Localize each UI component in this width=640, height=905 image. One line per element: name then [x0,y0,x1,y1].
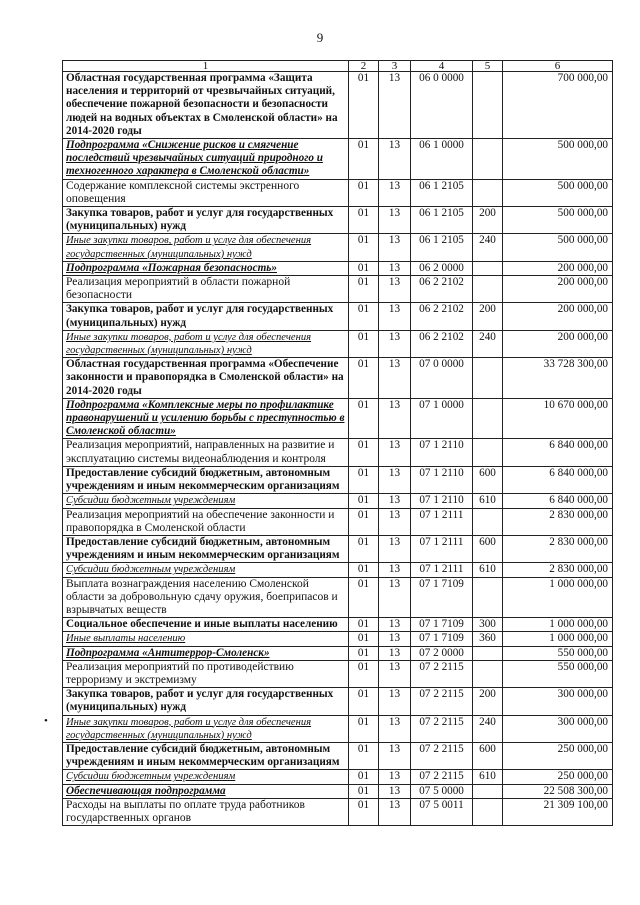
table-row [63,508,613,535]
row-name-cell: Расходы на выплаты по оплате труда работников государственных органов [63,798,349,825]
table-row [63,563,613,577]
target-article-cell: 07 2 2115 [411,715,473,742]
section-code-cell: 01 [349,770,379,784]
row-name-cell: Подпрограмма «Снижение рисков и смягчение последствий чрезвычайных ситуаций природного и техногенного характера в Смоленской области» [63,139,349,180]
subsection-code-cell: 13 [379,207,411,234]
section-code-cell: 01 [349,688,379,715]
margin-mark: • [44,715,48,727]
table-row [63,798,613,825]
target-article-cell: 07 1 7109 [411,618,473,632]
target-article-cell: 07 1 0000 [411,398,473,439]
row-name-cell: Реализация мероприятий, направленных на развитие и эксплуатацию системы видеонаблюдения и контроля [63,439,349,466]
expense-type-cell [473,139,503,180]
section-code-cell: 01 [349,508,379,535]
table-row [63,494,613,508]
amount-cell: 250 000,00 [503,770,613,784]
subsection-code-cell: 13 [379,398,411,439]
target-article-cell: 06 2 2102 [411,276,473,303]
table-row [63,577,613,618]
subsection-code-cell: 13 [379,715,411,742]
subsection-code-cell: 13 [379,688,411,715]
target-article-cell: 07 5 0000 [411,784,473,798]
table-row [63,276,613,303]
expense-type-cell [473,646,503,660]
section-code-cell: 01 [349,466,379,493]
table-row [63,742,613,769]
section-code-cell: 01 [349,646,379,660]
table-row [63,535,613,562]
target-article-cell: 07 2 0000 [411,646,473,660]
table-row [63,715,613,742]
table-row [63,770,613,784]
target-article-cell: 07 1 2110 [411,494,473,508]
section-code-cell: 01 [349,398,379,439]
subsection-code-cell: 13 [379,535,411,562]
amount-cell: 550 000,00 [503,646,613,660]
amount-cell: 200 000,00 [503,276,613,303]
header-row [63,61,613,72]
row-name-cell: Субсидии бюджетным учреждениям [63,563,349,577]
row-name-cell: Подпрограмма «Антитеррор-Смоленск» [63,646,349,660]
row-name-cell: Иные закупки товаров, работ и услуг для обеспечения государственных (муниципальных) нужд [63,715,349,742]
section-code-cell: 01 [349,276,379,303]
subsection-code-cell: 13 [379,742,411,769]
subsection-code-cell: 13 [379,261,411,275]
table-row [63,784,613,798]
row-name-cell: Реализация мероприятий на обеспечение законности и правопорядка в Смоленской области [63,508,349,535]
section-code-cell: 01 [349,784,379,798]
target-article-cell: 07 1 2110 [411,439,473,466]
subsection-code-cell: 13 [379,618,411,632]
subsection-code-cell: 13 [379,139,411,180]
row-name-cell: Субсидии бюджетным учреждениям [63,770,349,784]
subsection-code-cell: 13 [379,798,411,825]
expense-type-cell: 600 [473,535,503,562]
row-name-cell: Выплата вознаграждения населению Смоленской области за добровольную сдачу оружия, боеприпасов и взрывчатых веществ [63,577,349,618]
subsection-code-cell: 13 [379,563,411,577]
target-article-cell: 07 2 2115 [411,660,473,687]
amount-cell: 22 508 300,00 [503,784,613,798]
table-row [63,646,613,660]
target-article-cell: 06 2 2102 [411,330,473,357]
table-row [63,207,613,234]
expense-type-cell: 240 [473,234,503,261]
target-article-cell: 07 1 2111 [411,535,473,562]
amount-cell: 700 000,00 [503,72,613,139]
expense-type-cell: 300 [473,618,503,632]
column-header: 2 [349,61,379,72]
table-row [63,439,613,466]
amount-cell: 10 670 000,00 [503,398,613,439]
amount-cell: 6 840 000,00 [503,494,613,508]
section-code-cell: 01 [349,577,379,618]
table-row [63,632,613,646]
row-name-cell: Областная государственная программа «Защита населения и территорий от чрезвычайных ситуаций, обеспечение пожарной безопасности и безопасности людей на водных объектах в Смоленской области» на 2014-2020 годы [63,72,349,139]
row-name-cell: Подпрограмма «Комплексные меры по профилактике правонарушений и усилению борьбы с преступностью в Смоленской области» [63,398,349,439]
row-name-cell: Подпрограмма «Пожарная безопасность» [63,261,349,275]
amount-cell: 300 000,00 [503,688,613,715]
expense-type-cell: 240 [473,330,503,357]
expense-type-cell [473,358,503,399]
table-row [63,618,613,632]
row-name-cell: Предоставление субсидий бюджетным, автономным учреждениям и иным некоммерческим организациям [63,466,349,493]
row-name-cell: Областная государственная программа «Обеспечение законности и правопорядка в Смоленской области» на 2014-2020 годы [63,358,349,399]
expense-type-cell [473,439,503,466]
section-code-cell: 01 [349,139,379,180]
expense-type-cell [473,508,503,535]
row-name-cell: Иные выплаты населению [63,632,349,646]
table-row [63,234,613,261]
table-row [63,179,613,206]
section-code-cell: 01 [349,660,379,687]
amount-cell: 1 000 000,00 [503,632,613,646]
target-article-cell: 07 1 2111 [411,508,473,535]
section-code-cell: 01 [349,207,379,234]
section-code-cell: 01 [349,261,379,275]
row-name-cell: Субсидии бюджетным учреждениям [63,494,349,508]
subsection-code-cell: 13 [379,770,411,784]
section-code-cell: 01 [349,303,379,330]
row-name-cell: Иные закупки товаров, работ и услуг для обеспечения государственных (муниципальных) нужд [63,330,349,357]
target-article-cell: 06 1 2105 [411,234,473,261]
expense-type-cell [473,798,503,825]
target-article-cell: 06 1 0000 [411,139,473,180]
column-header: 6 [503,61,613,72]
amount-cell: 200 000,00 [503,330,613,357]
expense-type-cell [473,577,503,618]
subsection-code-cell: 13 [379,632,411,646]
subsection-code-cell: 13 [379,234,411,261]
table-row [63,330,613,357]
expense-type-cell: 360 [473,632,503,646]
table-row [63,398,613,439]
subsection-code-cell: 13 [379,508,411,535]
subsection-code-cell: 13 [379,494,411,508]
table-row [63,466,613,493]
subsection-code-cell: 13 [379,577,411,618]
amount-cell: 2 830 000,00 [503,535,613,562]
subsection-code-cell: 13 [379,303,411,330]
target-article-cell: 07 2 2115 [411,742,473,769]
section-code-cell: 01 [349,72,379,139]
target-article-cell: 06 1 2105 [411,207,473,234]
target-article-cell: 06 2 2102 [411,303,473,330]
expense-type-cell [473,261,503,275]
target-article-cell: 07 1 7109 [411,632,473,646]
expense-type-cell [473,179,503,206]
table-row [63,358,613,399]
subsection-code-cell: 13 [379,276,411,303]
section-code-cell: 01 [349,494,379,508]
amount-cell: 2 830 000,00 [503,563,613,577]
column-header: 4 [411,61,473,72]
row-name-cell: Предоставление субсидий бюджетным, автономным учреждениям и иным некоммерческим организациям [63,742,349,769]
target-article-cell: 07 1 2111 [411,563,473,577]
row-name-cell: Содержание комплексной системы экстренного оповещения [63,179,349,206]
amount-cell: 2 830 000,00 [503,508,613,535]
row-name-cell: Закупка товаров, работ и услуг для государственных (муниципальных) нужд [63,207,349,234]
expense-type-cell [473,784,503,798]
section-code-cell: 01 [349,439,379,466]
expense-type-cell [473,660,503,687]
row-name-cell: Закупка товаров, работ и услуг для государственных (муниципальных) нужд [63,303,349,330]
expense-type-cell: 600 [473,742,503,769]
target-article-cell: 06 0 0000 [411,72,473,139]
section-code-cell: 01 [349,632,379,646]
amount-cell: 21 309 100,00 [503,798,613,825]
table-body [63,72,613,826]
target-article-cell: 07 2 2115 [411,770,473,784]
target-article-cell: 07 2 2115 [411,688,473,715]
amount-cell: 6 840 000,00 [503,439,613,466]
table-row [63,303,613,330]
expense-type-cell [473,72,503,139]
subsection-code-cell: 13 [379,660,411,687]
expense-type-cell: 200 [473,207,503,234]
table-row [63,139,613,180]
subsection-code-cell: 13 [379,646,411,660]
target-article-cell: 07 0 0000 [411,358,473,399]
row-name-cell: Закупка товаров, работ и услуг для государственных (муниципальных) нужд [63,688,349,715]
budget-table [62,60,613,826]
amount-cell: 550 000,00 [503,660,613,687]
amount-cell: 200 000,00 [503,303,613,330]
expense-type-cell: 240 [473,715,503,742]
page-number: 9 [316,30,324,45]
expense-type-cell: 200 [473,688,503,715]
amount-cell: 500 000,00 [503,139,613,180]
target-article-cell: 07 1 2110 [411,466,473,493]
subsection-code-cell: 13 [379,72,411,139]
table-row [63,660,613,687]
row-name-cell: Предоставление субсидий бюджетным, автономным учреждениям и иным некоммерческим организациям [63,535,349,562]
amount-cell: 500 000,00 [503,234,613,261]
amount-cell: 250 000,00 [503,742,613,769]
expense-type-cell: 610 [473,770,503,784]
amount-cell: 1 000 000,00 [503,577,613,618]
target-article-cell: 07 1 7109 [411,577,473,618]
subsection-code-cell: 13 [379,466,411,493]
section-code-cell: 01 [349,715,379,742]
subsection-code-cell: 13 [379,179,411,206]
expense-type-cell [473,276,503,303]
expense-type-cell [473,398,503,439]
subsection-code-cell: 13 [379,784,411,798]
subsection-code-cell: 13 [379,439,411,466]
amount-cell: 500 000,00 [503,207,613,234]
row-name-cell: Обеспечивающая подпрограмма [63,784,349,798]
column-header: 1 [63,61,349,72]
section-code-cell: 01 [349,535,379,562]
section-code-cell: 01 [349,179,379,206]
expense-type-cell: 200 [473,303,503,330]
section-code-cell: 01 [349,618,379,632]
row-name-cell: Реализация мероприятий в области пожарной безопасности [63,276,349,303]
expense-type-cell: 610 [473,563,503,577]
section-code-cell: 01 [349,234,379,261]
amount-cell: 200 000,00 [503,261,613,275]
amount-cell: 1 000 000,00 [503,618,613,632]
target-article-cell: 07 5 0011 [411,798,473,825]
section-code-cell: 01 [349,330,379,357]
table-row [63,688,613,715]
section-code-cell: 01 [349,798,379,825]
section-code-cell: 01 [349,563,379,577]
column-header: 3 [379,61,411,72]
table-row [63,261,613,275]
section-code-cell: 01 [349,358,379,399]
row-name-cell: Социальное обеспечение и иные выплаты населению [63,618,349,632]
target-article-cell: 06 2 0000 [411,261,473,275]
target-article-cell: 06 1 2105 [411,179,473,206]
expense-type-cell: 600 [473,466,503,493]
subsection-code-cell: 13 [379,330,411,357]
expense-type-cell: 610 [473,494,503,508]
amount-cell: 300 000,00 [503,715,613,742]
table-row [63,72,613,139]
column-header: 5 [473,61,503,72]
row-name-cell: Реализация мероприятий по противодействию терроризму и экстремизму [63,660,349,687]
section-code-cell: 01 [349,742,379,769]
row-name-cell: Иные закупки товаров, работ и услуг для обеспечения государственных (муниципальных) нужд [63,234,349,261]
amount-cell: 6 840 000,00 [503,466,613,493]
amount-cell: 33 728 300,00 [503,358,613,399]
subsection-code-cell: 13 [379,358,411,399]
amount-cell: 500 000,00 [503,179,613,206]
